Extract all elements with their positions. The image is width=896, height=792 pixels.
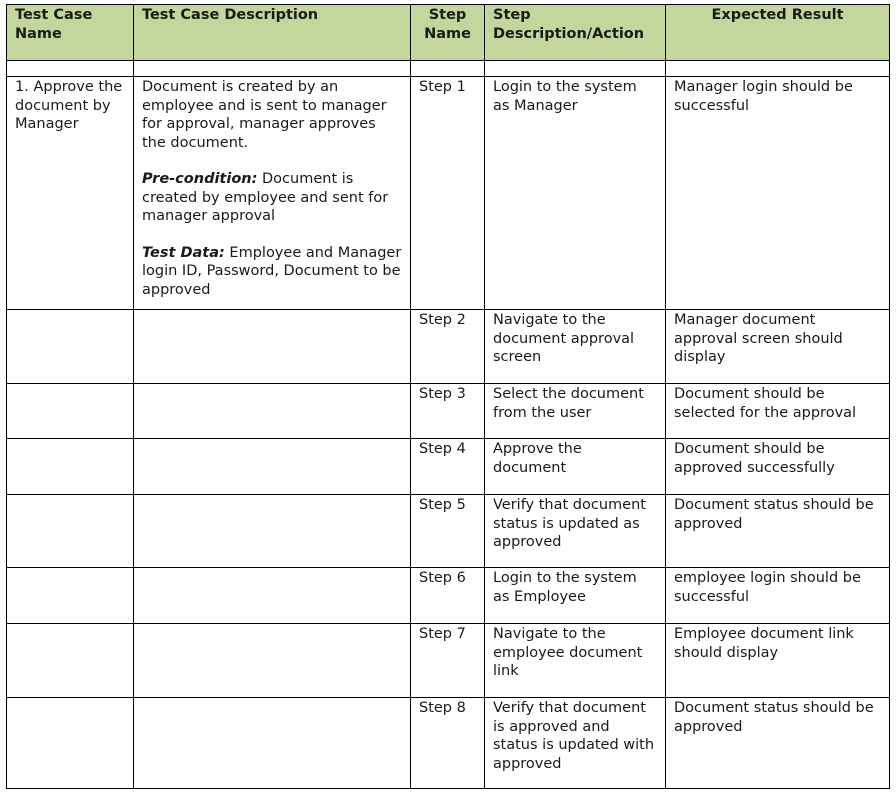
header-step-description: Step Description/Action bbox=[485, 5, 666, 61]
step-action-cell: Verify that document is approved and status is updated with approved bbox=[485, 698, 666, 789]
test-data-label: Test Data: bbox=[142, 244, 225, 261]
expected-result-cell: Document status should be approved bbox=[666, 495, 890, 568]
spacer-row bbox=[7, 61, 890, 77]
step-action-cell: Select the document from the user bbox=[485, 384, 666, 439]
table-row bbox=[7, 568, 890, 624]
table-row bbox=[7, 310, 890, 384]
step-name-cell: Step 2 bbox=[411, 310, 485, 384]
expected-result-cell: employee login should be successful bbox=[666, 568, 890, 624]
header-step-name: Step Name bbox=[411, 5, 485, 61]
description-text: Document is created by an employee and is sent to manager for approval, manager approves the document. bbox=[142, 79, 387, 151]
table-row bbox=[7, 384, 890, 439]
step-name-cell: Step 8 bbox=[411, 698, 485, 789]
test-case-table bbox=[6, 4, 890, 789]
step-action-cell: Login to the system as Manager bbox=[485, 77, 666, 310]
test-data-text: Employee and Manager login ID, Password, Document to be approved bbox=[142, 244, 402, 298]
step-action-cell: Approve the document bbox=[485, 439, 666, 495]
table-row bbox=[7, 439, 890, 495]
header-test-case-name: Test Case Name bbox=[7, 5, 134, 61]
table-row bbox=[7, 624, 890, 698]
header-test-case-description: Test Case Description bbox=[134, 5, 411, 61]
table-header-row bbox=[7, 5, 890, 61]
step-name-cell: Step 3 bbox=[411, 384, 485, 439]
step-action-cell: Navigate to the employee document link bbox=[485, 624, 666, 698]
test-case-name-cell: 1. Approve the document by Manager bbox=[7, 77, 134, 310]
expected-result-cell: Employee document link should display bbox=[666, 624, 890, 698]
test-case-description-cell bbox=[134, 77, 411, 310]
step-name-cell: Step 7 bbox=[411, 624, 485, 698]
step-action-cell: Login to the system as Employee bbox=[485, 568, 666, 624]
expected-result-cell: Document status should be approved bbox=[666, 698, 890, 789]
precondition-label: Pre-condition: bbox=[142, 171, 258, 187]
expected-result-cell: Manager login should be successful bbox=[666, 77, 890, 310]
test-data bbox=[142, 244, 402, 300]
step-name-cell: Step 5 bbox=[411, 495, 485, 568]
step-action-cell: Navigate to the document approval screen bbox=[485, 310, 666, 384]
step-action-cell: Verify that document status is updated as approved bbox=[485, 495, 666, 568]
step-name-cell: Step 1 bbox=[411, 77, 485, 310]
expected-result-cell: Manager document approval screen should display bbox=[666, 310, 890, 384]
table-row bbox=[7, 495, 890, 568]
expected-result-cell: Document should be approved successfully bbox=[666, 439, 890, 495]
table-row bbox=[7, 698, 890, 789]
expected-result-cell: Document should be selected for the approval bbox=[666, 384, 890, 439]
step-name-cell: Step 4 bbox=[411, 439, 485, 495]
step-name-cell: Step 6 bbox=[411, 568, 485, 624]
precondition-text: Document is created by employee and sent for manager approval bbox=[142, 171, 389, 224]
precondition bbox=[142, 170, 402, 226]
table-row bbox=[7, 77, 890, 310]
header-expected-result: Expected Result bbox=[666, 5, 890, 61]
